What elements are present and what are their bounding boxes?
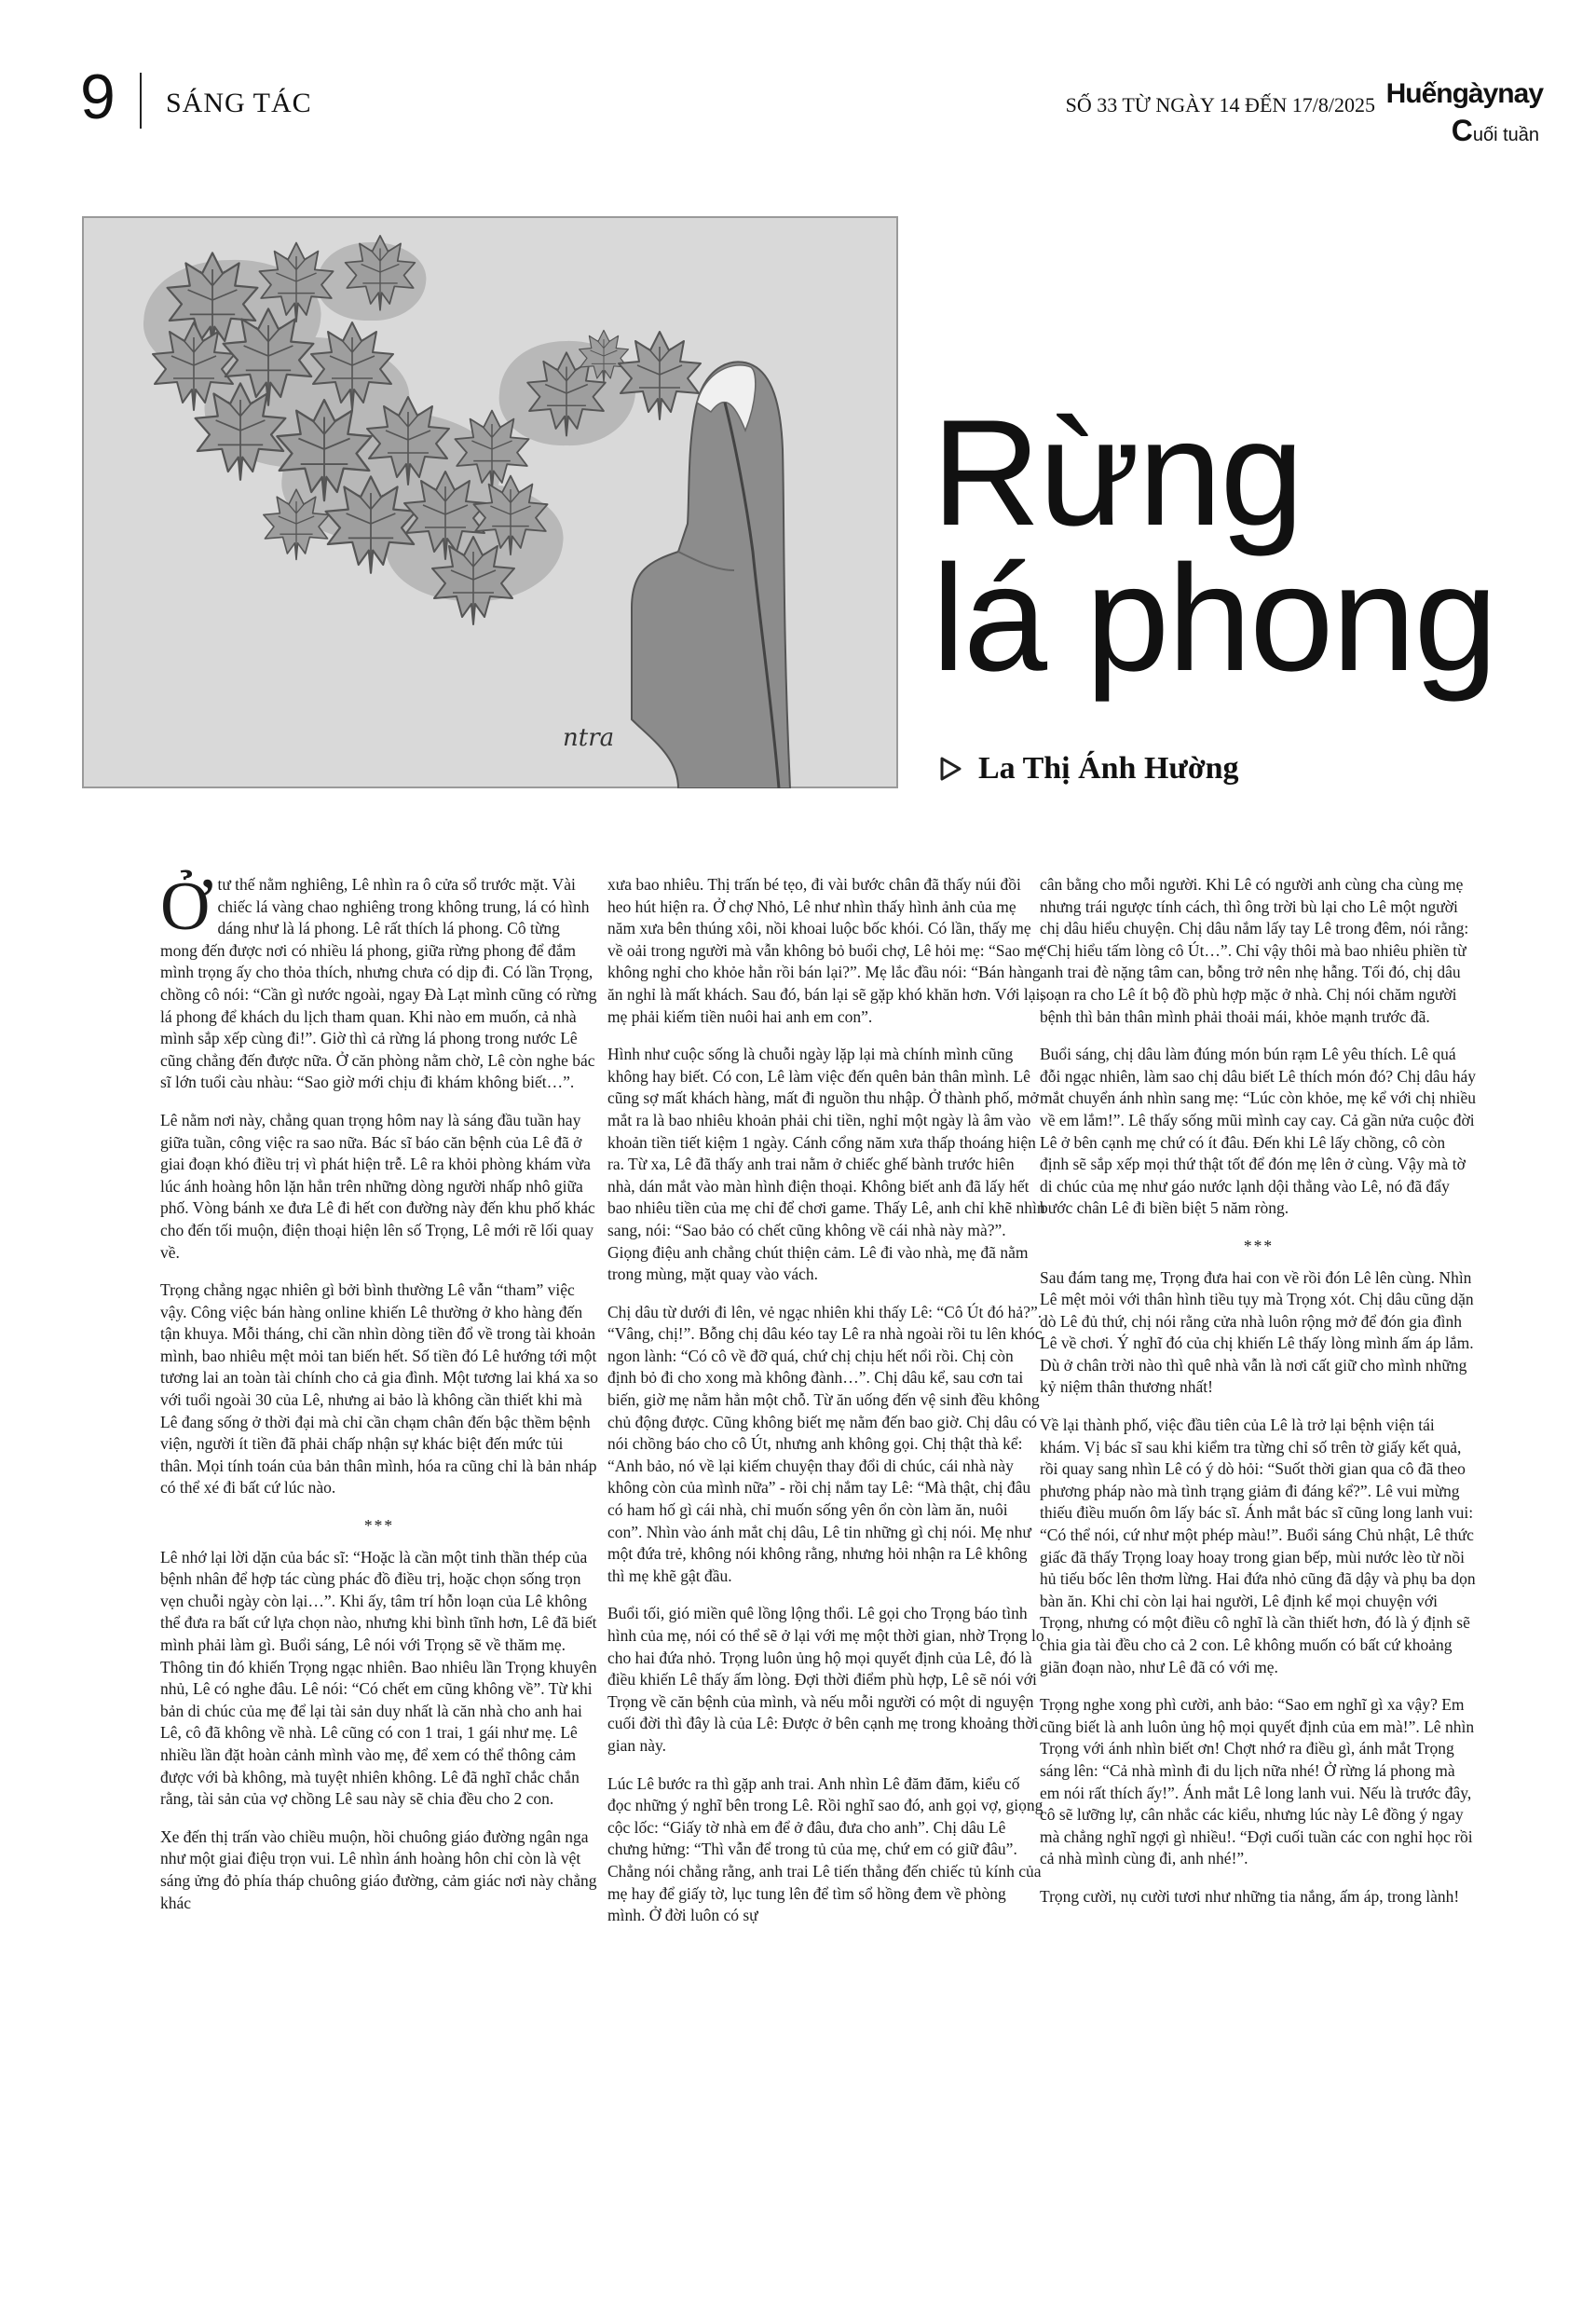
paragraph: Lê nhớ lại lời dặn của bác sĩ: “Hoặc là cần một tinh thần thép của bệnh nhân để hợp tác cùng phác đồ điều trị, hoặc chọn sống trọn vẹn chuỗi ngày còn lại…”. Khi ấy, tâm trí hỗn loạn của Lê không thể đưa ra bất cứ lựa chọn nào, nhưng khi bình tĩnh hơn, Lê đã biết mình phải làm gì. Buổi sáng, Lê nói với Trọng sẽ về thăm mẹ. Thông tin đó khiến Trọng ngạc nhiên. Bao nhiêu lần Trọng khuyên nhủ, Lê có nghe đâu. Lê nói: “Có chết em cũng không về”. Từ khi bản di chúc của mẹ để lại tài sản duy nhất là căn nhà cho anh hai Lê, cô đã không về nhà. Lê cũng có con 1 trai, 1 gái như mẹ. Lê nhiều lần đặt hoàn cảnh mình vào mẹ, để xem có thể thông cảm được với bà không, mà tuyệt nhiên không. Lê đã nghĩ chắc chắn rằng, tài sản của vợ chồng Lê sau này sẽ chia đều cho 2 con. (160, 1547, 597, 1809)
page-header (80, 58, 1543, 147)
header-divider (140, 73, 142, 129)
body-column-2 (607, 874, 1045, 1943)
paragraph: Trọng cười, nụ cười tươi như những tia nắng, ấm áp, trong lành! (1040, 1886, 1460, 1906)
title-line-1: Rừng (932, 389, 1303, 557)
logo-sub-initial: C (1451, 114, 1473, 147)
triangle-play-icon (937, 756, 963, 782)
byline (937, 751, 1239, 787)
logo-sub (1452, 114, 1539, 148)
artist-signature: ntra (563, 724, 615, 752)
paragraph: Chị dâu từ dưới đi lên, vẻ ngạc nhiên khi thấy Lê: “Cô Út đó hả?”. “Vâng, chị!”. Bỗng chị dâu kéo tay Lê ra nhà ngoài rồi tu lên khóc ngon lành: “Có cô về đỡ quá, chứ chị chịu hết nổi rồi. Chị còn định bỏ đi cho xong mà không đành…”. Chị dâu kể, sau cơn tai biến, giờ mẹ nằm hẳn một chỗ. Từ ăn uống đến vệ sinh đều không chủ động được. Cũng không biết mẹ nằm đến bao giờ. Chị dâu có nói chồng báo cho cô Út, nhưng anh không gọi. Chị thật thà kể: “Anh bảo, nó về lại kiếm chuyện thay đổi di chúc, cái nhà này không còn của mình nữa” - rồi chị nắm tay Lê: “Mà thật, chị đâu có ham hố gì cái nhà, chỉ muốn sống yên ổn còn làm ăn, nuôi con”. Nhìn vào ánh mắt chị dâu, Lê tin những gì chị nói. Mẹ như một đứa trẻ, không nói không rằng, nhưng hỏi nhận ra Lê không thì mẹ khẽ gật đầu. (607, 1302, 1043, 1585)
logo-sub-rest: uối tuần (1472, 125, 1539, 145)
section-label: SÁNG TÁC (166, 88, 312, 118)
maple-leaf-illustration (82, 216, 898, 788)
page-number: 9 (80, 62, 116, 132)
issue-label: SỐ 33 TỪ NGÀY 14 ĐẾN 17/8/2025 (1065, 93, 1375, 116)
paragraph: Lúc Lê bước ra thì gặp anh trai. Anh nhìn Lê đăm đăm, kiểu cố đọc những ý nghĩ bên trong Lê. Rồi nghĩ sao đó, anh gọi vợ, giọng cộc lốc: “Giấy tờ nhà em để ở đâu, đưa cho anh”. Chị dâu Lê chưng hửng: “Thì vẫn để trong tủ của mẹ, chứ em có giữ đâu”. Chẳng nói chẳng rằng, anh trai Lê tiến thẳng đến chiếc tủ kính của mẹ hay để giấy tờ, lục tung lên để tìm sổ hồng đem về phòng mình. Ở đời luôn có sự (607, 1773, 1044, 1925)
drop-cap: Ở (160, 869, 211, 945)
paragraph: Trọng chẳng ngạc nhiên gì bởi bình thường Lê vẫn “tham” việc vậy. Công việc bán hàng online khiến Lê thường ở kho hàng đến tận khuya. Mỗi tháng, chỉ cần nhìn dòng tiền đổ về trong tài khoản mình, bao nhiêu mệt mỏi tan biến hết. Số tiền đó Lê hướng tới một tương lai an toàn tài chính cho cả gia đình. Một tương lai khá xa so với tuổi ngoài 30 của Lê, nhưng ai bảo là không cần thiết khi mà Lê đang sống ở thời đại mà chỉ cần chạm chân đến bậc thềm bệnh viện, người ít tiền đã phải chấp nhận sự khác biệt đến mức tủi thân. Mọi tính toán của bản thân mình, hóa ra cũng chỉ là bản nháp có thể xé đi bất cứ lúc nào. (160, 1280, 599, 1498)
paragraph: Buổi tối, gió miền quê lồng lộng thổi. Lê gọi cho Trọng báo tình hình của mẹ, nói có thể sẽ ở lại với mẹ một thời gian, nhờ Trọng lo cho hai đứa nhỏ. Trọng luôn ủng hộ mọi quyết định của Lê, đó là điều khiến Lê thấy ấm lòng. Đợi thời điểm phù hợp, Lê sẽ nói với Trọng về căn bệnh của mình, và nếu mỗi người có một di nguyện cuối đời thì đây là của Lê: Được ở bên cạnh mẹ trong khoảng thời gian này. (607, 1604, 1044, 1755)
body-column-3 (1040, 874, 1478, 1924)
logo-main: Huếngàynay (1385, 78, 1543, 109)
section-separator: *** (363, 1516, 395, 1536)
paragraph: xưa bao nhiêu. Thị trấn bé tẹo, đi vài bước chân đã thấy núi đồi heo hút hiện ra. Ở chợ Nhỏ, Lê như nhìn thấy hình ảnh của mẹ năm xưa bên thúng xôi, nồi khoai luộc bốc khói. Có lần, thấy mẹ về oải trong người mà vẫn không bỏ buổi chợ, Lê hỏi mẹ: “Sao mẹ không nghỉ cho khỏe hẳn rồi bán lại?”. Mẹ lắc đầu nói: “Bán hàng ăn nghỉ là mất khách. Sau đó, bán lại sẽ gặp khó khăn hơn. Với lại, mẹ phải kiếm tiền nuôi hai anh em con”. (607, 875, 1044, 1026)
paragraph: Hình như cuộc sống là chuỗi ngày lặp lại mà chính mình cũng không hay biết. Có con, Lê làm việc đến quên bản thân mình. Lê cũng sợ mất khách hàng, mất đi nguồn thu nhập. Ở thành phố, mở mắt ra là bao nhiêu khoản phải chi tiền, nghỉ một ngày là âm vào khoản tiền tiết kiệm 1 ngày. Cánh cổng năm xưa thấp thoáng hiện ra. Từ xa, Lê đã thấy anh trai nằm ở chiếc ghế bành trước hiên nhà, dán mắt vào màn hình điện thoại. Không biết anh đã lấy hết bao nhiêu tiền của mẹ chỉ để chơi game. Thấy Lê, anh chỉ khẽ nhìn sang, nói: “Sao bảo có chết cũng không về cái nhà này mà?”. Giọng điệu anh chẳng chút thiện cảm. Lê đi vào nhà, mẹ đã nằm trong mùng, mặt quay vào vách. (607, 1045, 1045, 1284)
article-title (932, 389, 1496, 703)
section-separator: *** (1243, 1236, 1275, 1255)
paragraph: Trọng nghe xong phì cười, anh bảo: “Sao em nghĩ gì xa vậy? Em cũng biết là anh luôn ủng hộ mọi quyết định của em mà!”. Lê nhìn Trọng với ánh nhìn biết ơn! Chợt nhớ ra điều gì, ánh mắt Trọng sáng lên: “Cả nhà mình đi du lịch nữa nhé! Ở rừng lá phong mà em nói rất thích ấy!”. Ánh mắt Lê long lanh vui. Nếu là trước đây, cô sẽ lưỡng lự, cân nhắc các kiểu, nhưng lúc này Lê đồng ý ngay mà chẳng nghĩ ngợi gì nhiều!. “Đợi cuối tuần các con nghỉ học rồi cả nhà mình cùng đi, anh nhé!”. (1040, 1695, 1475, 1868)
paragraph: Ởtư thế nằm nghiêng, Lê nhìn ra ô cửa sổ trước mặt. Vài chiếc lá vàng chao nghiêng trong không trung, lá có hình dáng như là lá phong. Lê rất thích lá phong. Cô từng mong đến được nơi có nhiều lá phong, giữa rừng phong để đắm mình trọng ấy cho thỏa thích, nhưng chưa có dịp đi. Có lần Trọng, chồng cô nói: “Cần gì nước ngoài, ngay Đà Lạt mình cũng có rừng lá phong để khách du lịch tham quan. Khi nào em muốn, cả nhà mình sắp xếp cùng đi!”. Giờ thì cả rừng lá phong trong nước Lê cũng chẳng đến được nữa. Ở căn phòng nằm chờ, Lê còn nghe bác sĩ lớn tuổi càu nhàu: “Sao giờ mới chịu đi khám không biết…”. (160, 869, 597, 1092)
publication-logo (1385, 78, 1543, 147)
body-column-1 (160, 869, 599, 1930)
paragraph: Sau đám tang mẹ, Trọng đưa hai con về rồi đón Lê lên cùng. Nhìn Lê mệt mỏi với thân hình tiều tụy mà Trọng xót. Chị dâu cũng dặn dò Lê đủ thứ, chị nói rằng cửa nhà luôn rộng mở để đón gia đình Lê về chơi. Ý nghĩ đó của chị khiến Lê thấy lòng mình ấm áp lắm. Dù ở chân trời nào thì quê nhà vẫn là nơi cất giữ cho mình những kỷ niệm thân thương nhất! (1040, 1267, 1474, 1397)
paragraph: cân bằng cho mỗi người. Khi Lê có người anh cùng cha cùng mẹ nhưng trái ngược tính cách, thì ông trời bù lại cho Lê một người chị dâu hiểu chuyện. Chị dâu nắm lấy tay Lê trong đêm, nói rằng: “Chị hiểu tấm lòng cô Út…”. Chỉ vậy thôi mà bao nhiêu phiền từ anh trai đè nặng tâm can, bỗng trở nên nhẹ hẫng. Tối đó, chị dâu soạn ra cho Lê ít bộ đồ phù hợp mặc ở nhà. Chị nói chăm người bệnh thì bản thân mình phải thoải mái, khỏe mạnh trước đã. (1040, 875, 1469, 1026)
paragraph: Về lại thành phố, việc đầu tiên của Lê là trở lại bệnh viện tái khám. Vị bác sĩ sau khi kiểm tra từng chỉ số trên tờ giấy kết quả, rồi quay sang nhìn Lê có ý dò hỏi: “Suốt thời gian qua cô đã theo phương pháp nào mà tình trạng giảm đi đáng kể?”. Lê vui mừng thiếu điều muốn ôm lấy bác sĩ. Ánh mắt bác sĩ cũng long lanh vui: “Có thể nói, cứ như một phép màu!”. Buổi sáng Chủ nhật, Lê thức giấc đã thấy Trọng loay hoay trong gian bếp, mùi nước lèo từ nồi hủ tiếu bốc lên thơm lừng. Hai đứa nhỏ cũng đã dậy và phụ ba dọn bàn ăn. Khi chỉ còn lại hai người, Lê định kể mọi chuyện với Trọng, nhưng có một điều cô nghĩ là cần thiết hơn, đó là ý định sẽ chia gia tài đều cho cả 2 con. Lê không muốn có bất cứ khoảng giãn đoạn nào, như Lê đã có với mẹ. (1040, 1416, 1476, 1676)
paragraph: Xe đến thị trấn vào chiều muộn, hồi chuông giáo đường ngân nga như một giai điệu trọn vui. Lê nhìn ánh hoàng hôn chỉ còn là vệt sáng ửng đỏ phía tháp chuông giáo đường, cảm giác nơi này chẳng khác (160, 1826, 597, 1912)
paragraph: Lê nằm nơi này, chẳng quan trọng hôm nay là sáng đầu tuần hay giữa tuần, công việc ra sao nữa. Bác sĩ báo căn bệnh của Lê đã ở giai đoạn khó điều trị vì phát hiện trễ. Lê ra khỏi phòng khám vừa lúc ánh hoàng hôn lặn hẳn trên những dòng người nhấp nhô giữa phố. Vòng bánh xe đưa Lê đi hết con đường này đến khu phố khác cho đến tối muộn, điện thoại hiện lên số Trọng, Lê mới rẽ lối quay về. (160, 1110, 595, 1262)
paragraph: Buổi sáng, chị dâu làm đúng món bún rạm Lê yêu thích. Lê quá đỗi ngạc nhiên, làm sao chị dâu biết Lê thích món đó? Chị dâu háy mắt chuyển ánh nhìn sang mẹ: “Lúc còn khỏe, mẹ kể với chị nhiều về em lắm!”. Lê thấy sống mũi mình cay cay. Cả gần nửa cuộc đời Lê ở bên cạnh mẹ chứ có ít đâu. Đến khi Lê lấy chồng, cô còn định sẽ sắp xếp mọi thứ thật tốt để đón mẹ lên ở cùng. Vậy mà tờ di chúc của mẹ như gáo nước lạnh dội thẳng vào Lê, nó đã đẩy bước chân Lê đi biền biệt 5 năm ròng. (1040, 1045, 1477, 1218)
title-line-2: lá phong (932, 534, 1496, 703)
author-name: La Thị Ánh Hường (978, 751, 1239, 786)
